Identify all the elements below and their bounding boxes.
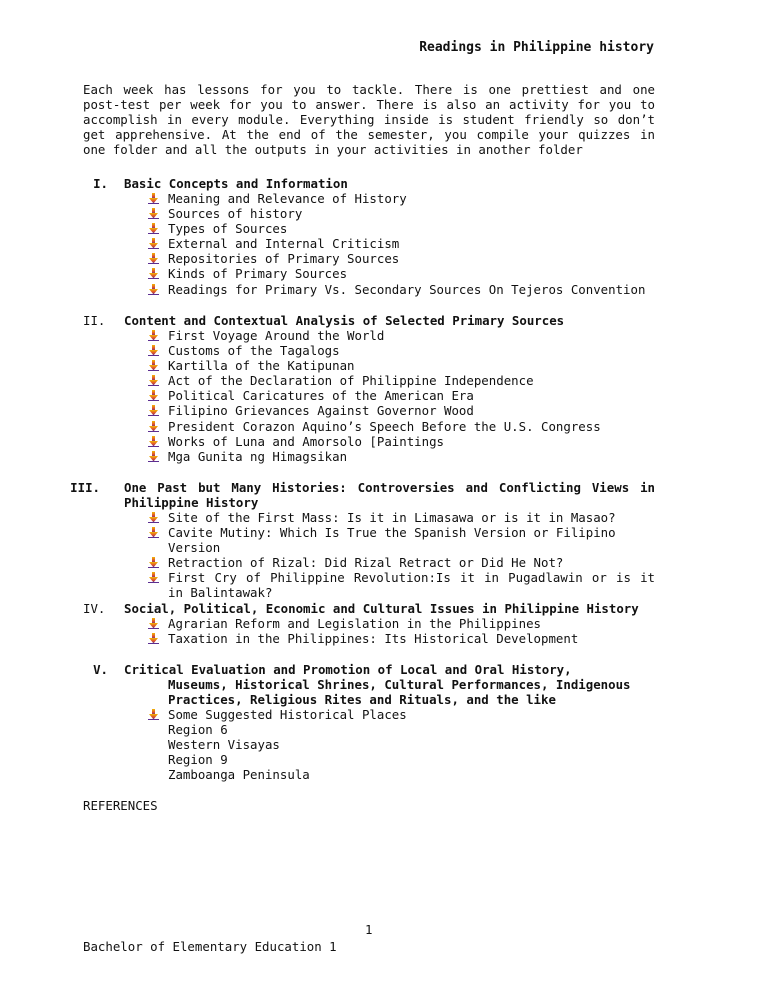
sub-item: Western Visayas xyxy=(168,737,280,752)
list-item: Mga Gunita ng Himagsikan xyxy=(148,449,655,464)
section-title-line: Critical Evaluation and Promotion of Local and Oral History, xyxy=(124,662,572,677)
list-item: Customs of the Tagalogs xyxy=(148,343,655,358)
down-arrow-bullet-icon xyxy=(148,268,159,279)
list-item: Readings for Primary Vs. Secondary Sources On Tejeros Convention xyxy=(148,282,655,297)
list-item: First Voyage Around the World xyxy=(148,328,655,343)
list-item: Kartilla of the Katipunan xyxy=(148,358,655,373)
section-title: Basic Concepts and Information xyxy=(124,176,348,191)
list-item: Act of the Declaration of Philippine Independence xyxy=(148,373,655,388)
sub-item: Region 9 xyxy=(168,752,228,767)
page-number: 1 xyxy=(365,922,373,937)
down-arrow-bullet-icon xyxy=(148,375,159,386)
down-arrow-bullet-icon xyxy=(148,330,159,341)
down-arrow-bullet-icon xyxy=(148,360,159,371)
section-numeral: IV. xyxy=(83,601,106,616)
list-item: Sources of history xyxy=(148,206,655,221)
running-header: Readings in Philippine history xyxy=(419,40,654,55)
topic-list xyxy=(148,191,655,297)
list-item: Works of Luna and Amorsolo [Paintings xyxy=(148,434,655,449)
sub-item: Region 6 xyxy=(168,722,228,737)
section-numeral: I. xyxy=(93,176,108,191)
section-title xyxy=(124,662,655,707)
list-item: Retraction of Rizal: Did Rizal Retract or Did He Not? xyxy=(148,555,655,570)
section-numeral: V. xyxy=(93,662,108,677)
list-item: Agrarian Reform and Legislation in the Philippines xyxy=(148,616,655,631)
list-item: Kinds of Primary Sources xyxy=(148,266,655,281)
sub-item: Zamboanga Peninsula xyxy=(168,767,310,782)
list-item: Cavite Mutiny: Which Is True the Spanish Version or Filipino Version xyxy=(148,525,655,555)
down-arrow-bullet-icon xyxy=(148,193,159,204)
section-title-line: Practices, Religious Rites and Rituals, and the like xyxy=(168,692,556,708)
down-arrow-bullet-icon xyxy=(148,527,159,538)
section-title: Content and Contextual Analysis of Selected Primary Sources xyxy=(124,313,565,328)
down-arrow-bullet-icon xyxy=(148,557,159,568)
down-arrow-bullet-icon xyxy=(148,405,159,416)
list-item: First Cry of Philippine Revolution:Is it in Pugadlawin or is it in Balintawak? xyxy=(148,570,655,600)
down-arrow-bullet-icon xyxy=(148,284,159,295)
down-arrow-bullet-icon xyxy=(148,345,159,356)
section-title: Social, Political, Economic and Cultural Issues in Philippine History xyxy=(124,601,639,616)
page-footer: Bachelor of Elementary Education 1 xyxy=(83,939,337,954)
references-heading: REFERENCES xyxy=(83,798,158,813)
list-item: Political Caricatures of the American Era xyxy=(148,388,655,403)
down-arrow-bullet-icon xyxy=(148,223,159,234)
list-item: Types of Sources xyxy=(148,221,655,236)
list-item: President Corazon Aquino’s Speech Before the U.S. Congress xyxy=(148,419,655,434)
list-item: Site of the First Mass: Is it in Limasawa or is it in Masao? xyxy=(148,510,655,525)
down-arrow-bullet-icon xyxy=(148,572,159,583)
down-arrow-bullet-icon xyxy=(148,238,159,249)
list-item: Meaning and Relevance of History xyxy=(148,191,655,206)
section-numeral: II. xyxy=(83,313,106,328)
down-arrow-bullet-icon xyxy=(148,451,159,462)
down-arrow-bullet-icon xyxy=(148,253,159,264)
list-item: Some Suggested Historical Places xyxy=(148,707,655,722)
down-arrow-bullet-icon xyxy=(148,436,159,447)
section-numeral: III. xyxy=(70,480,100,495)
down-arrow-bullet-icon xyxy=(148,709,159,720)
down-arrow-bullet-icon xyxy=(148,421,159,432)
list-item: Repositories of Primary Sources xyxy=(148,251,655,266)
topic-list xyxy=(148,707,655,722)
list-item: Filipino Grievances Against Governor Wood xyxy=(148,403,655,418)
down-arrow-bullet-icon xyxy=(148,633,159,644)
down-arrow-bullet-icon xyxy=(148,390,159,401)
section-title: One Past but Many Histories: Controversies and Conflicting Views in Philippine History xyxy=(124,480,655,511)
list-item: Taxation in the Philippines: Its Historical Development xyxy=(148,631,655,646)
section-title-line: Museums, Historical Shrines, Cultural Performances, Indigenous xyxy=(168,677,631,693)
down-arrow-bullet-icon xyxy=(148,618,159,629)
topic-list xyxy=(148,616,655,646)
intro-paragraph: Each week has lessons for you to tackle. There is one prettiest and one post-test per week for you to answer. There is also an activity for you to accomplish in every module. Everything inside is student friendly so don’t get apprehensive. At the end of the semester, you compile your quizzes in one folder and all the outputs in your activities in another folder xyxy=(83,82,655,158)
topic-list xyxy=(148,510,655,601)
list-item: External and Internal Criticism xyxy=(148,236,655,251)
down-arrow-bullet-icon xyxy=(148,512,159,523)
down-arrow-bullet-icon xyxy=(148,208,159,219)
topic-list xyxy=(148,328,655,464)
